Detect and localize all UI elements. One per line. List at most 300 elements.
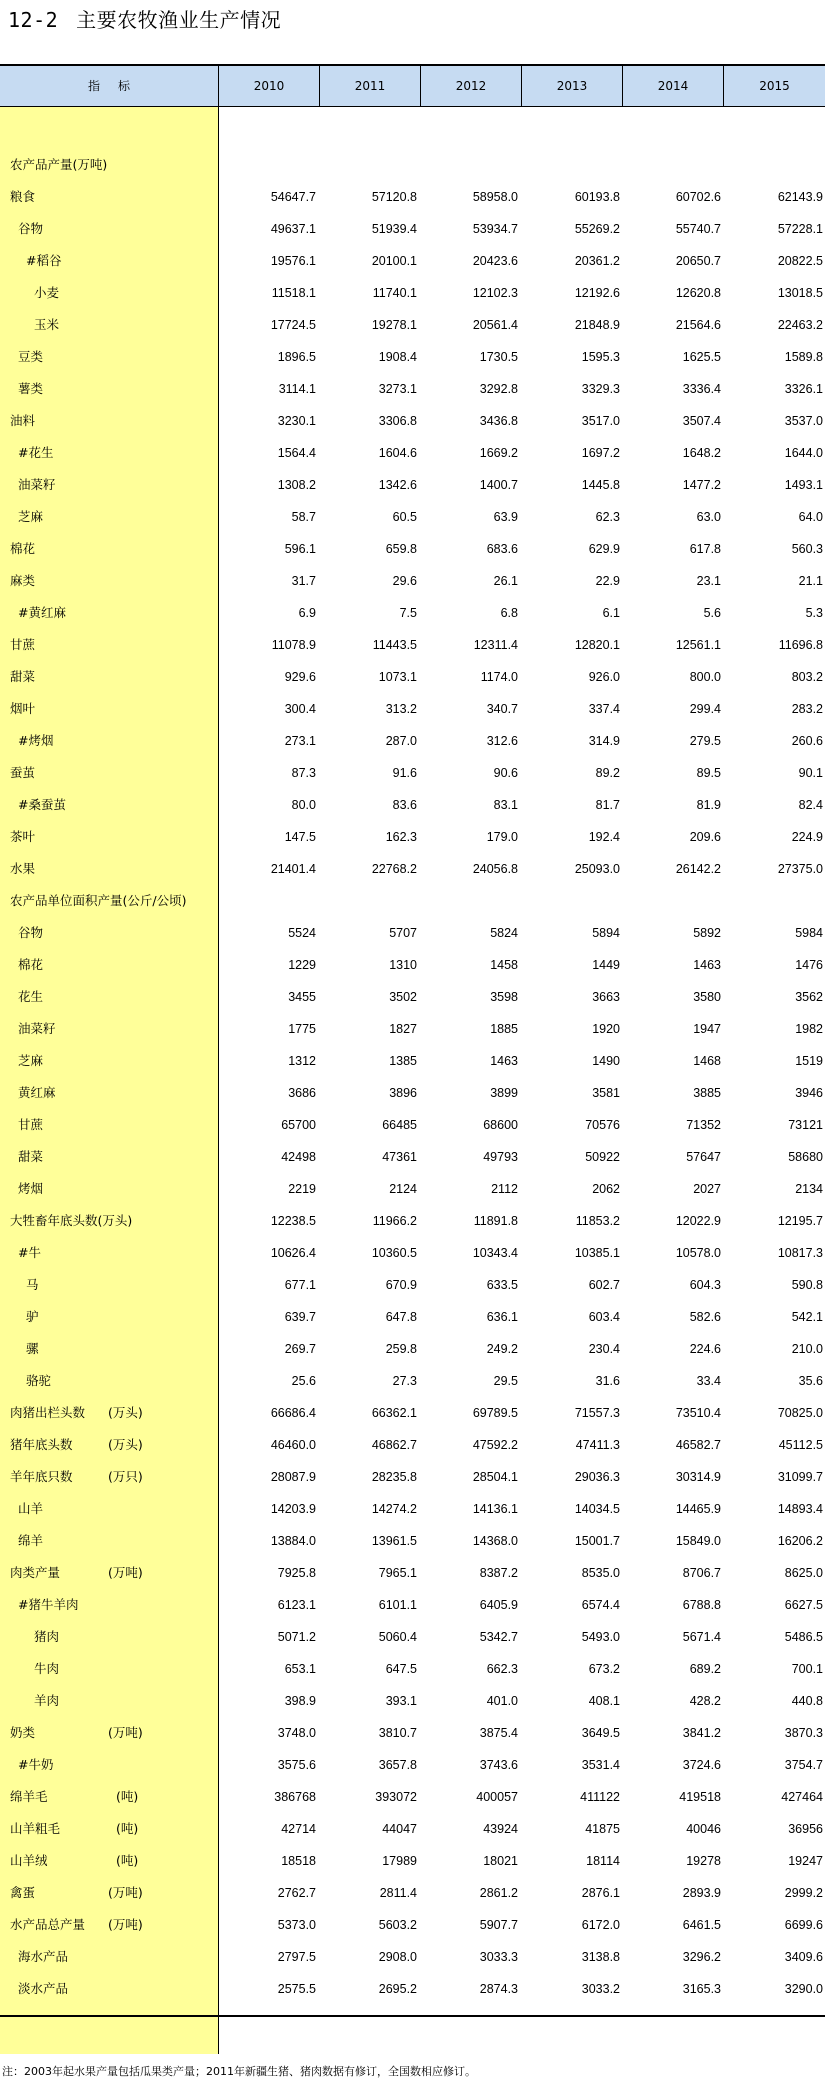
row-value: 3296.2 [682, 1950, 721, 1964]
row-value: 68600 [483, 1118, 518, 1132]
table-row [0, 789, 825, 821]
row-value: 582.6 [689, 1310, 721, 1324]
row-value: 283.2 [791, 702, 823, 716]
row-value: 10343.4 [472, 1246, 518, 1260]
row-label: 谷物 [18, 925, 44, 940]
row-unit: (吨) [116, 1853, 139, 1868]
row-value: 1468 [693, 1054, 721, 1068]
row-value: 1564.4 [277, 446, 316, 460]
row-value: 6405.9 [479, 1598, 518, 1612]
row-value: 633.5 [486, 1278, 518, 1292]
row-value: 3754.7 [784, 1758, 823, 1772]
row-value: 60.5 [392, 510, 417, 524]
table-row [0, 1205, 825, 1237]
row-label: #桑蚕茧 [18, 797, 66, 812]
row-value: 2762.7 [277, 1886, 316, 1900]
row-value: 13884.0 [270, 1534, 316, 1548]
row-value: 63.0 [696, 510, 721, 524]
row-value: 12620.8 [675, 286, 721, 300]
table-row [0, 1621, 825, 1653]
row-value: 6101.1 [378, 1598, 417, 1612]
header-year: 2011 [320, 66, 421, 106]
row-value: 20650.7 [675, 254, 721, 268]
row-value: 46862.7 [371, 1438, 417, 1452]
row-value: 11518.1 [271, 286, 316, 300]
row-value: 1908.4 [378, 350, 417, 364]
table-row [0, 1237, 825, 1269]
table-row [0, 277, 825, 309]
row-label: 水果 [10, 861, 36, 876]
row-value: 162.3 [385, 830, 417, 844]
row-value: 560.3 [791, 542, 823, 556]
data-table [0, 66, 825, 2054]
row-label: 羊肉 [34, 1693, 60, 1708]
table-row [0, 1909, 825, 1941]
row-value: 20423.6 [472, 254, 518, 268]
row-value: 5603.2 [378, 1918, 417, 1932]
row-value: 23.1 [696, 574, 721, 588]
row-label: 肉猪出栏头数 [10, 1405, 86, 1420]
row-value: 10578.0 [675, 1246, 721, 1260]
row-value: 16206.2 [777, 1534, 823, 1548]
row-value: 147.5 [284, 830, 316, 844]
row-value: 1476 [795, 958, 823, 972]
row-value: 3562 [795, 990, 823, 1004]
row-value: 3507.4 [682, 414, 721, 428]
row-value: 12022.9 [675, 1214, 721, 1228]
row-value: 50922 [585, 1150, 620, 1164]
row-value: 224.6 [689, 1342, 721, 1356]
row-value: 58.7 [291, 510, 316, 524]
row-value: 603.4 [588, 1310, 620, 1324]
table-row [0, 341, 825, 373]
row-label: 油菜籽 [18, 1021, 56, 1036]
row-label: 牛肉 [34, 1661, 60, 1676]
row-value: 408.1 [588, 1694, 620, 1708]
table-row [0, 1109, 825, 1141]
row-value: 46460.0 [270, 1438, 316, 1452]
row-unit: (吨) [116, 1821, 139, 1836]
row-value: 6172.0 [581, 1918, 620, 1932]
row-value: 12820.1 [574, 638, 620, 652]
table-rows [0, 149, 825, 2005]
row-value: 3273.1 [378, 382, 417, 396]
row-value: 3581 [592, 1086, 620, 1100]
row-label: 玉米 [34, 317, 60, 332]
row-value: 81.7 [595, 798, 620, 812]
row-value: 51939.4 [371, 222, 417, 236]
row-value: 929.6 [284, 670, 316, 684]
row-value: 1312 [288, 1054, 316, 1068]
row-value: 25.6 [291, 1374, 316, 1388]
row-unit: (万吨) [108, 1917, 143, 1932]
row-value: 8625.0 [784, 1566, 823, 1580]
table-row [0, 1333, 825, 1365]
table-row [0, 597, 825, 629]
table-row [0, 1173, 825, 1205]
row-value: 14465.9 [675, 1502, 721, 1516]
row-label: 骆驼 [26, 1373, 52, 1388]
row-label: 猪肉 [34, 1629, 60, 1644]
table-row [0, 885, 825, 917]
table-row [0, 1781, 825, 1813]
row-value: 393072 [375, 1790, 417, 1804]
row-value: 677.1 [284, 1278, 316, 1292]
row-value: 24056.8 [472, 862, 518, 876]
row-label: 芝麻 [18, 509, 44, 524]
row-value: 5342.7 [479, 1630, 518, 1644]
row-value: 15001.7 [574, 1534, 620, 1548]
row-value: 20361.2 [574, 254, 620, 268]
row-value: 13018.5 [777, 286, 823, 300]
row-value: 3517.0 [581, 414, 620, 428]
row-value: 62.3 [595, 510, 620, 524]
row-value: 2811.4 [379, 1886, 417, 1900]
row-value: 64.0 [798, 510, 823, 524]
table-row [0, 821, 825, 853]
row-value: 73510.4 [675, 1406, 721, 1420]
row-value: 5.6 [703, 606, 721, 620]
row-value: 12238.5 [270, 1214, 316, 1228]
row-value: 636.1 [486, 1310, 518, 1324]
row-value: 659.8 [385, 542, 417, 556]
row-value: 1445.8 [581, 478, 620, 492]
row-value: 63.9 [493, 510, 518, 524]
table-row [0, 1877, 825, 1909]
row-value: 66686.4 [270, 1406, 316, 1420]
row-value: 11443.5 [372, 638, 417, 652]
row-value: 596.1 [284, 542, 316, 556]
row-value: 19247 [788, 1854, 823, 1868]
row-value: 19278.1 [371, 318, 417, 332]
row-value: 54647.7 [270, 190, 316, 204]
row-value: 1385 [389, 1054, 417, 1068]
table-row [0, 1013, 825, 1045]
row-value: 3033.3 [479, 1950, 518, 1964]
row-label: 海水产品 [18, 1949, 69, 1964]
row-value: 22768.2 [371, 862, 417, 876]
row-value: 398.9 [284, 1694, 316, 1708]
row-value: 3537.0 [784, 414, 823, 428]
row-value: 2695.2 [378, 1982, 417, 1996]
row-value: 273.1 [284, 734, 316, 748]
table-row [0, 661, 825, 693]
row-label: 农产品产量(万吨) [10, 157, 108, 172]
row-label: 油菜籽 [18, 477, 56, 492]
row-value: 53934.7 [472, 222, 518, 236]
row-label: 烟叶 [10, 701, 36, 716]
row-value: 31099.7 [777, 1470, 823, 1484]
row-value: 5824 [490, 926, 518, 940]
row-label: #黄红麻 [18, 605, 66, 620]
row-label: #牛 [18, 1245, 41, 1260]
row-label: 棉花 [18, 957, 44, 972]
row-value: 12192.6 [574, 286, 620, 300]
row-value: 65700 [281, 1118, 316, 1132]
row-label: 驴 [26, 1309, 39, 1324]
table-row [0, 469, 825, 501]
row-value: 35.6 [798, 1374, 823, 1388]
row-value: 87.3 [291, 766, 316, 780]
row-value: 43924 [483, 1822, 518, 1836]
table-row [0, 1941, 825, 1973]
row-label: 烤烟 [18, 1181, 44, 1196]
row-value: 11078.9 [271, 638, 316, 652]
header-year: 2015 [724, 66, 825, 106]
row-value: 20822.5 [777, 254, 823, 268]
row-value: 14893.4 [777, 1502, 823, 1516]
row-value: 27375.0 [777, 862, 823, 876]
row-value: 3455 [288, 990, 316, 1004]
row-value: 2893.9 [682, 1886, 721, 1900]
row-value: 210.0 [791, 1342, 823, 1356]
row-unit: (万只) [108, 1469, 143, 1484]
row-value: 1073.1 [378, 670, 417, 684]
page-title [8, 4, 281, 33]
row-value: 1589.8 [784, 350, 823, 364]
row-value: 22.9 [595, 574, 620, 588]
row-value: 55269.2 [574, 222, 620, 236]
row-value: 2861.2 [479, 1886, 518, 1900]
row-label: 黄红麻 [18, 1085, 56, 1100]
row-label: 甜菜 [18, 1149, 44, 1164]
row-unit: (万吨) [108, 1565, 143, 1580]
row-value: 1400.7 [479, 478, 518, 492]
header-indicator: 指标 [0, 66, 219, 106]
row-value: 49637.1 [270, 222, 316, 236]
row-value: 269.7 [284, 1342, 316, 1356]
row-value: 47411.3 [575, 1438, 620, 1452]
row-value: 2027 [693, 1182, 721, 1196]
row-value: 7.5 [399, 606, 417, 620]
table-row [0, 1077, 825, 1109]
row-value: 393.1 [385, 1694, 417, 1708]
table-row [0, 949, 825, 981]
row-value: 6.9 [298, 606, 316, 620]
row-value: 58958.0 [472, 190, 518, 204]
row-value: 3810.7 [378, 1726, 417, 1740]
table-title: 主要农牧渔业生产情况 [76, 8, 282, 32]
row-value: 5671.4 [682, 1630, 721, 1644]
row-unit: (万头) [108, 1437, 143, 1452]
row-value: 5071.2 [277, 1630, 316, 1644]
row-value: 90.1 [798, 766, 823, 780]
row-label: 山羊粗毛 [10, 1821, 61, 1836]
table-row [0, 1429, 825, 1461]
row-value: 3336.4 [682, 382, 721, 396]
row-value: 260.6 [791, 734, 823, 748]
row-value: 5486.5 [784, 1630, 823, 1644]
row-value: 313.2 [385, 702, 417, 716]
row-label: 谷物 [18, 221, 44, 236]
row-value: 40046 [686, 1822, 721, 1836]
row-value: 8535.0 [581, 1566, 620, 1580]
row-value: 62143.9 [777, 190, 823, 204]
row-value: 83.6 [392, 798, 417, 812]
row-value: 12311.4 [473, 638, 518, 652]
row-value: 47361 [382, 1150, 417, 1164]
row-label: 禽蛋 [10, 1885, 36, 1900]
table-row [0, 1141, 825, 1173]
row-value: 73121 [788, 1118, 823, 1132]
row-value: 5373.0 [277, 1918, 316, 1932]
row-value: 1490 [592, 1054, 620, 1068]
row-value: 1174.0 [480, 670, 518, 684]
table-row [0, 1589, 825, 1621]
row-value: 3649.5 [581, 1726, 620, 1740]
row-value: 1827 [389, 1022, 417, 1036]
row-label: #牛奶 [18, 1757, 54, 1772]
row-value: 5060.4 [378, 1630, 417, 1644]
row-value: 3885 [693, 1086, 721, 1100]
row-value: 1775 [288, 1022, 316, 1036]
row-value: 46582.7 [675, 1438, 721, 1452]
row-value: 3502 [389, 990, 417, 1004]
row-label: 骡 [26, 1341, 39, 1356]
row-value: 45112.5 [778, 1438, 823, 1452]
table-row [0, 501, 825, 533]
row-value: 19576.1 [270, 254, 316, 268]
table-row [0, 1365, 825, 1397]
row-value: 639.7 [284, 1310, 316, 1324]
row-label: 农产品单位面积产量(公斤/公顷) [10, 893, 187, 908]
row-value: 57120.8 [371, 190, 417, 204]
row-label: 蚕茧 [10, 765, 36, 780]
row-value: 224.9 [791, 830, 823, 844]
row-value: 653.1 [284, 1662, 316, 1676]
row-value: 3290.0 [784, 1982, 823, 1996]
row-label: 绵羊毛 [10, 1789, 48, 1804]
table-row [0, 437, 825, 469]
table-body [0, 107, 825, 2054]
row-value: 2874.3 [479, 1982, 518, 1996]
row-label: 马 [26, 1277, 39, 1292]
row-value: 30314.9 [675, 1470, 721, 1484]
row-value: 12561.1 [675, 638, 721, 652]
row-label: 薯类 [18, 381, 44, 396]
row-value: 91.6 [392, 766, 417, 780]
row-value: 279.5 [689, 734, 721, 748]
row-value: 1896.5 [277, 350, 316, 364]
row-value: 3743.6 [479, 1758, 518, 1772]
row-label: #花生 [18, 445, 54, 460]
row-value: 66485 [382, 1118, 417, 1132]
row-value: 602.7 [588, 1278, 620, 1292]
row-value: 7965.1 [378, 1566, 417, 1580]
table-row [0, 1845, 825, 1877]
row-value: 192.4 [588, 830, 620, 844]
table-row [0, 1493, 825, 1525]
row-value: 312.6 [486, 734, 518, 748]
row-value: 5.3 [805, 606, 823, 620]
row-value: 259.8 [385, 1342, 417, 1356]
row-value: 800.0 [689, 670, 721, 684]
row-value: 542.1 [791, 1310, 823, 1324]
row-value: 17724.5 [270, 318, 316, 332]
row-value: 1625.5 [682, 350, 721, 364]
row-value: 31.7 [291, 574, 316, 588]
row-value: 386768 [274, 1790, 316, 1804]
table-row [0, 1973, 825, 2005]
row-value: 70825.0 [777, 1406, 823, 1420]
row-value: 1458 [490, 958, 518, 972]
row-value: 5493.0 [581, 1630, 620, 1644]
row-value: 66362.1 [371, 1406, 417, 1420]
table-row [0, 565, 825, 597]
row-value: 21.1 [798, 574, 823, 588]
row-value: 15849.0 [675, 1534, 721, 1548]
row-unit: (万头) [108, 1405, 143, 1420]
row-value: 590.8 [791, 1278, 823, 1292]
row-value: 8706.7 [682, 1566, 721, 1580]
row-value: 3724.6 [682, 1758, 721, 1772]
row-value: 21401.4 [270, 862, 316, 876]
row-value: 2124 [389, 1182, 417, 1196]
row-value: 1982 [795, 1022, 823, 1036]
row-value: 28235.8 [371, 1470, 417, 1484]
row-value: 1342.6 [378, 478, 417, 492]
row-value: 36956 [788, 1822, 823, 1836]
header-year: 2012 [421, 66, 522, 106]
row-value: 1463 [490, 1054, 518, 1068]
row-value: 57647 [686, 1150, 721, 1164]
row-value: 6788.8 [682, 1598, 721, 1612]
row-value: 13961.5 [371, 1534, 417, 1548]
row-value: 10626.4 [270, 1246, 316, 1260]
row-value: 1730.5 [479, 350, 518, 364]
table-number: 12-2 [8, 8, 59, 32]
table-row [0, 917, 825, 949]
row-value: 44047 [382, 1822, 417, 1836]
table-row [0, 757, 825, 789]
row-label: 猪年底头数 [10, 1437, 73, 1452]
row-value: 5524 [288, 926, 316, 940]
header-year: 2013 [522, 66, 623, 106]
row-value: 29036.3 [574, 1470, 620, 1484]
row-value: 3230.1 [277, 414, 316, 428]
row-value: 629.9 [588, 542, 620, 556]
row-unit: (万吨) [108, 1725, 143, 1740]
row-label: 绵羊 [18, 1533, 44, 1548]
row-value: 11853.2 [575, 1214, 620, 1228]
row-value: 419518 [679, 1790, 721, 1804]
row-label: 茶叶 [10, 829, 36, 844]
row-value: 81.9 [696, 798, 721, 812]
row-value: 12195.7 [777, 1214, 823, 1228]
row-value: 33.4 [696, 1374, 721, 1388]
row-value: 11891.8 [473, 1214, 518, 1228]
row-value: 683.6 [486, 542, 518, 556]
row-value: 1604.6 [378, 446, 417, 460]
row-value: 21848.9 [574, 318, 620, 332]
row-value: 1644.0 [784, 446, 823, 460]
row-value: 26.1 [493, 574, 518, 588]
row-value: 14034.5 [574, 1502, 620, 1516]
table-row [0, 405, 825, 437]
row-value: 647.5 [385, 1662, 417, 1676]
row-label: 水产品总产量 [10, 1917, 86, 1932]
row-value: 21564.6 [675, 318, 721, 332]
bottom-rule [0, 2015, 825, 2017]
table-row [0, 629, 825, 661]
row-value: 29.5 [493, 1374, 518, 1388]
row-value: 80.0 [291, 798, 316, 812]
row-value: 2134 [795, 1182, 823, 1196]
row-value: 3292.8 [479, 382, 518, 396]
row-value: 440.8 [791, 1694, 823, 1708]
row-value: 41875 [585, 1822, 620, 1836]
row-value: 71352 [686, 1118, 721, 1132]
